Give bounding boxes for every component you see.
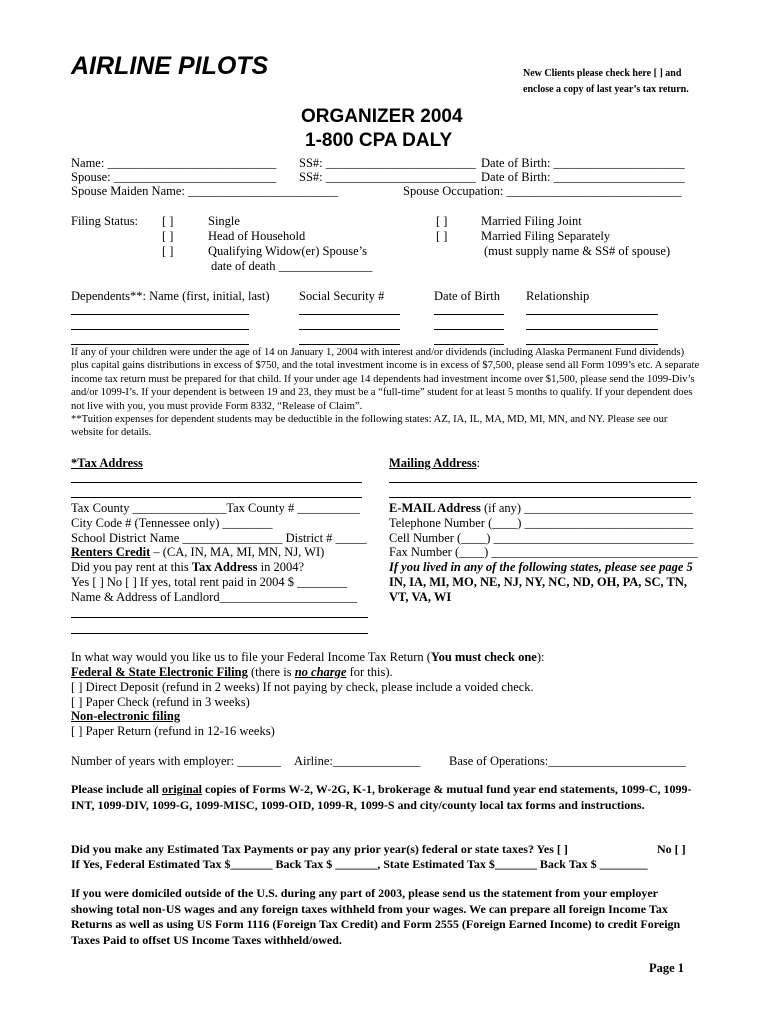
telephone-field[interactable]: Telephone Number (____) ___________________________ [389,516,694,530]
dependents-relationship-header: Relationship [526,289,590,303]
estimated-tax-no-checkbox[interactable]: No [ ] [657,842,686,856]
rent-question-pre: Did you pay rent at this [71,560,192,574]
filing-method-pre: In what way would you like us to file your Federal Income Tax Return ( [71,650,431,664]
rent-question-bold: Tax Address [191,560,258,574]
mfs-label: Married Filing Separately [481,229,611,243]
landlord-line[interactable] [71,617,368,618]
estimated-tax-question[interactable]: Did you make any Estimated Tax Payments or pay any prior year(s) federal or state taxes? Yes [ ] [71,842,568,856]
landlord-line[interactable] [71,633,368,634]
page-number: Page 1 [649,961,685,975]
estimated-tax-amounts[interactable]: If Yes, Federal Estimated Tax $_______ Back Tax $ _______, State Estimated Tax $_______ Back Tax $ ________ [71,857,648,871]
hoh-checkbox[interactable]: [ ] [162,229,174,243]
new-clients-note: enclose a copy of last year’s tax return. [523,84,689,95]
rent-question [71,560,304,575]
states-note: If you lived in any of the following states, please see page 5 [389,560,693,574]
dependent-relationship-line[interactable] [526,314,658,315]
efile-line [71,665,393,680]
single-checkbox[interactable]: [ ] [162,214,174,228]
mfs-note: (must supply name & SS# of spouse) [484,244,671,258]
name-field[interactable]: Name: ___________________________ [71,156,277,170]
base-operations-field[interactable]: Base of Operations:______________________ [449,754,686,768]
states-list-2: VT, VA, WI [389,590,452,604]
dependent-dob-line[interactable] [434,344,504,345]
efile-mid: (there is [247,665,295,679]
phone-heading: 1-800 CPA DALY [305,130,453,151]
fax-field[interactable]: Fax Number (____) _________________________________ [389,545,698,559]
spouse-ssn-field[interactable]: SS#: ________________________ [299,170,476,184]
mfj-checkbox[interactable]: [ ] [436,214,448,228]
dependent-dob-line[interactable] [434,314,504,315]
new-clients-checkbox[interactable]: New Clients please check here [ ] and [523,68,682,79]
airline-field[interactable]: Airline:______________ [294,754,421,768]
rent-question-post: in 2004? [257,560,305,574]
mailing-address-colon: : [476,456,481,470]
dependents-label: Dependents**: Name (first, initial, last) [71,289,270,303]
school-district-field[interactable]: School District Name ________________ District # _____ [71,531,367,545]
spouse-occupation-field[interactable]: Spouse Occupation: ____________________________ [403,184,682,198]
dependent-name-line[interactable] [71,329,249,330]
tax-address-line[interactable] [71,497,362,498]
filing-method-post: ): [536,650,545,664]
dependent-name-line[interactable] [71,314,249,315]
mailing-address-line[interactable] [389,497,691,498]
hoh-label: Head of Household [208,229,306,243]
mailing-address-label: Mailing Address [389,456,477,470]
dependents-note: If any of your children were under the age of 14 on January 1, 2004 with interest and/or dividends (including Alaska Permanent Fund dividends) plus capital gains distributions in excess of $750, and the total investment income is in excess of $7,500, please send all Form 1099’s etc. A separate income tax return must be prepared for that child. If your under age 14 dependents had investment income over $1,500, please send the 1099-Div’s and/or 1099-I’s. If your dependent is between 19 and 23, they must be a “full-time” student for at least 5 months to qualify. If your dependent does not live with you, you must provide Form 8332, “Release of Claim”. [71,347,700,412]
email-field[interactable] [389,501,693,516]
ssn-field[interactable]: SS#: ________________________ [299,156,476,170]
dependent-ssn-line[interactable] [299,344,400,345]
dependent-dob-line[interactable] [434,329,504,330]
efile-end: for this). [346,665,393,679]
tax-county-field[interactable]: Tax County _______________Tax County # __________ [71,501,360,515]
tuition-note: **Tuition expenses for dependent students may be deductible in the following states: AZ, IA, IL, MA, MD, MI, MN, and NY. Please see our website for details. [71,414,668,439]
dependents-ssn-header: Social Security # [299,289,385,303]
dependent-ssn-line[interactable] [299,314,400,315]
renters-credit-line [71,545,324,560]
mailing-address-heading [389,456,480,471]
date-of-death-field[interactable]: date of death _______________ [211,259,373,273]
forms-note [71,782,701,813]
dependent-relationship-line[interactable] [526,344,658,345]
single-label: Single [208,214,240,228]
dependent-name-line[interactable] [71,344,249,345]
years-employer-field[interactable]: Number of years with employer: _______ [71,754,282,768]
spouse-maiden-field[interactable]: Spouse Maiden Name: ________________________ [71,184,338,198]
cell-field[interactable]: Cell Number (____) ________________________________ [389,531,694,545]
widow-label: Qualifying Widow(er) Spouse’s [208,244,367,258]
organizer-heading: ORGANIZER 2004 [301,106,463,127]
dependents-dob-header: Date of Birth [434,289,500,303]
dependent-relationship-line[interactable] [526,329,658,330]
landlord-field[interactable]: Name & Address of Landlord______________________ [71,590,358,604]
filing-method-bold: You must check one [430,650,537,664]
mfs-checkbox[interactable]: [ ] [436,229,448,243]
filing-status-label: Filing Status: [71,214,139,228]
rent-yes-no-field[interactable]: Yes [ ] No [ ] If yes, total rent paid in 2004 $ ________ [71,575,348,589]
efile-label: Federal & State Electronic Filing [71,665,248,679]
direct-deposit-checkbox[interactable]: [ ] Direct Deposit (refund in 2 weeks) If not paying by check, please include a voided check. [71,680,534,694]
forms-note-pre: Please include all [71,782,162,796]
mailing-address-line[interactable] [389,482,697,483]
forms-note-original: original [162,782,203,796]
mfj-label: Married Filing Joint [481,214,582,228]
filing-method-question [71,650,544,665]
dob-field[interactable]: Date of Birth: _____________________ [481,156,685,170]
spouse-field[interactable]: Spouse: __________________________ [71,170,277,184]
paper-check-checkbox[interactable]: [ ] Paper Check (refund in 3 weeks) [71,695,250,709]
states-list-1: IN, IA, MI, MO, NE, NJ, NY, NC, ND, OH, PA, SC, TN, [389,575,688,589]
non-electronic-label: Non-electronic filing [71,709,181,723]
renters-credit-label: Renters Credit [71,545,151,559]
tax-address-heading: *Tax Address [71,456,143,470]
city-code-field[interactable]: City Code # (Tennessee only) ________ [71,516,273,530]
dependent-ssn-line[interactable] [299,329,400,330]
tax-address-line[interactable] [71,482,362,483]
paper-return-checkbox[interactable]: [ ] Paper Return (refund in 12-16 weeks) [71,724,275,738]
form-title: AIRLINE PILOTS [71,52,269,80]
email-blank: (if any) ___________________________ [480,501,693,515]
spouse-dob-field[interactable]: Date of Birth: _____________________ [481,170,685,184]
forms-note-post: copies of Forms W-2, W-2G, K-1, brokerage & mutual fund year end statements, 1099-C, 1099-INT, 1099-DIV, 1099-G, 1099-MISC, 1099-OID, 1099-R, 1099-S and city/county local tax forms and instructions. [71,782,692,812]
email-label: E-MAIL Address [389,501,481,515]
foreign-note: If you were domiciled outside of the U.S. during any part of 2003, please send us the statement from your employer showing total non-US wages and any foreign taxes withheld from your wages. We can prepare all foreign Income Tax Returns as well as using US Form 1116 (Foreign Tax Credit) and Form 2555 (Foreign Earned Income) to credit Foreign Taxes Paid to offset US Income Taxes withheld/owed. [71,886,681,947]
renters-credit-states: – (CA, IN, MA, MI, MN, NJ, WI) [150,545,325,559]
no-charge-label: no charge [294,665,347,679]
widow-checkbox[interactable]: [ ] [162,244,174,258]
